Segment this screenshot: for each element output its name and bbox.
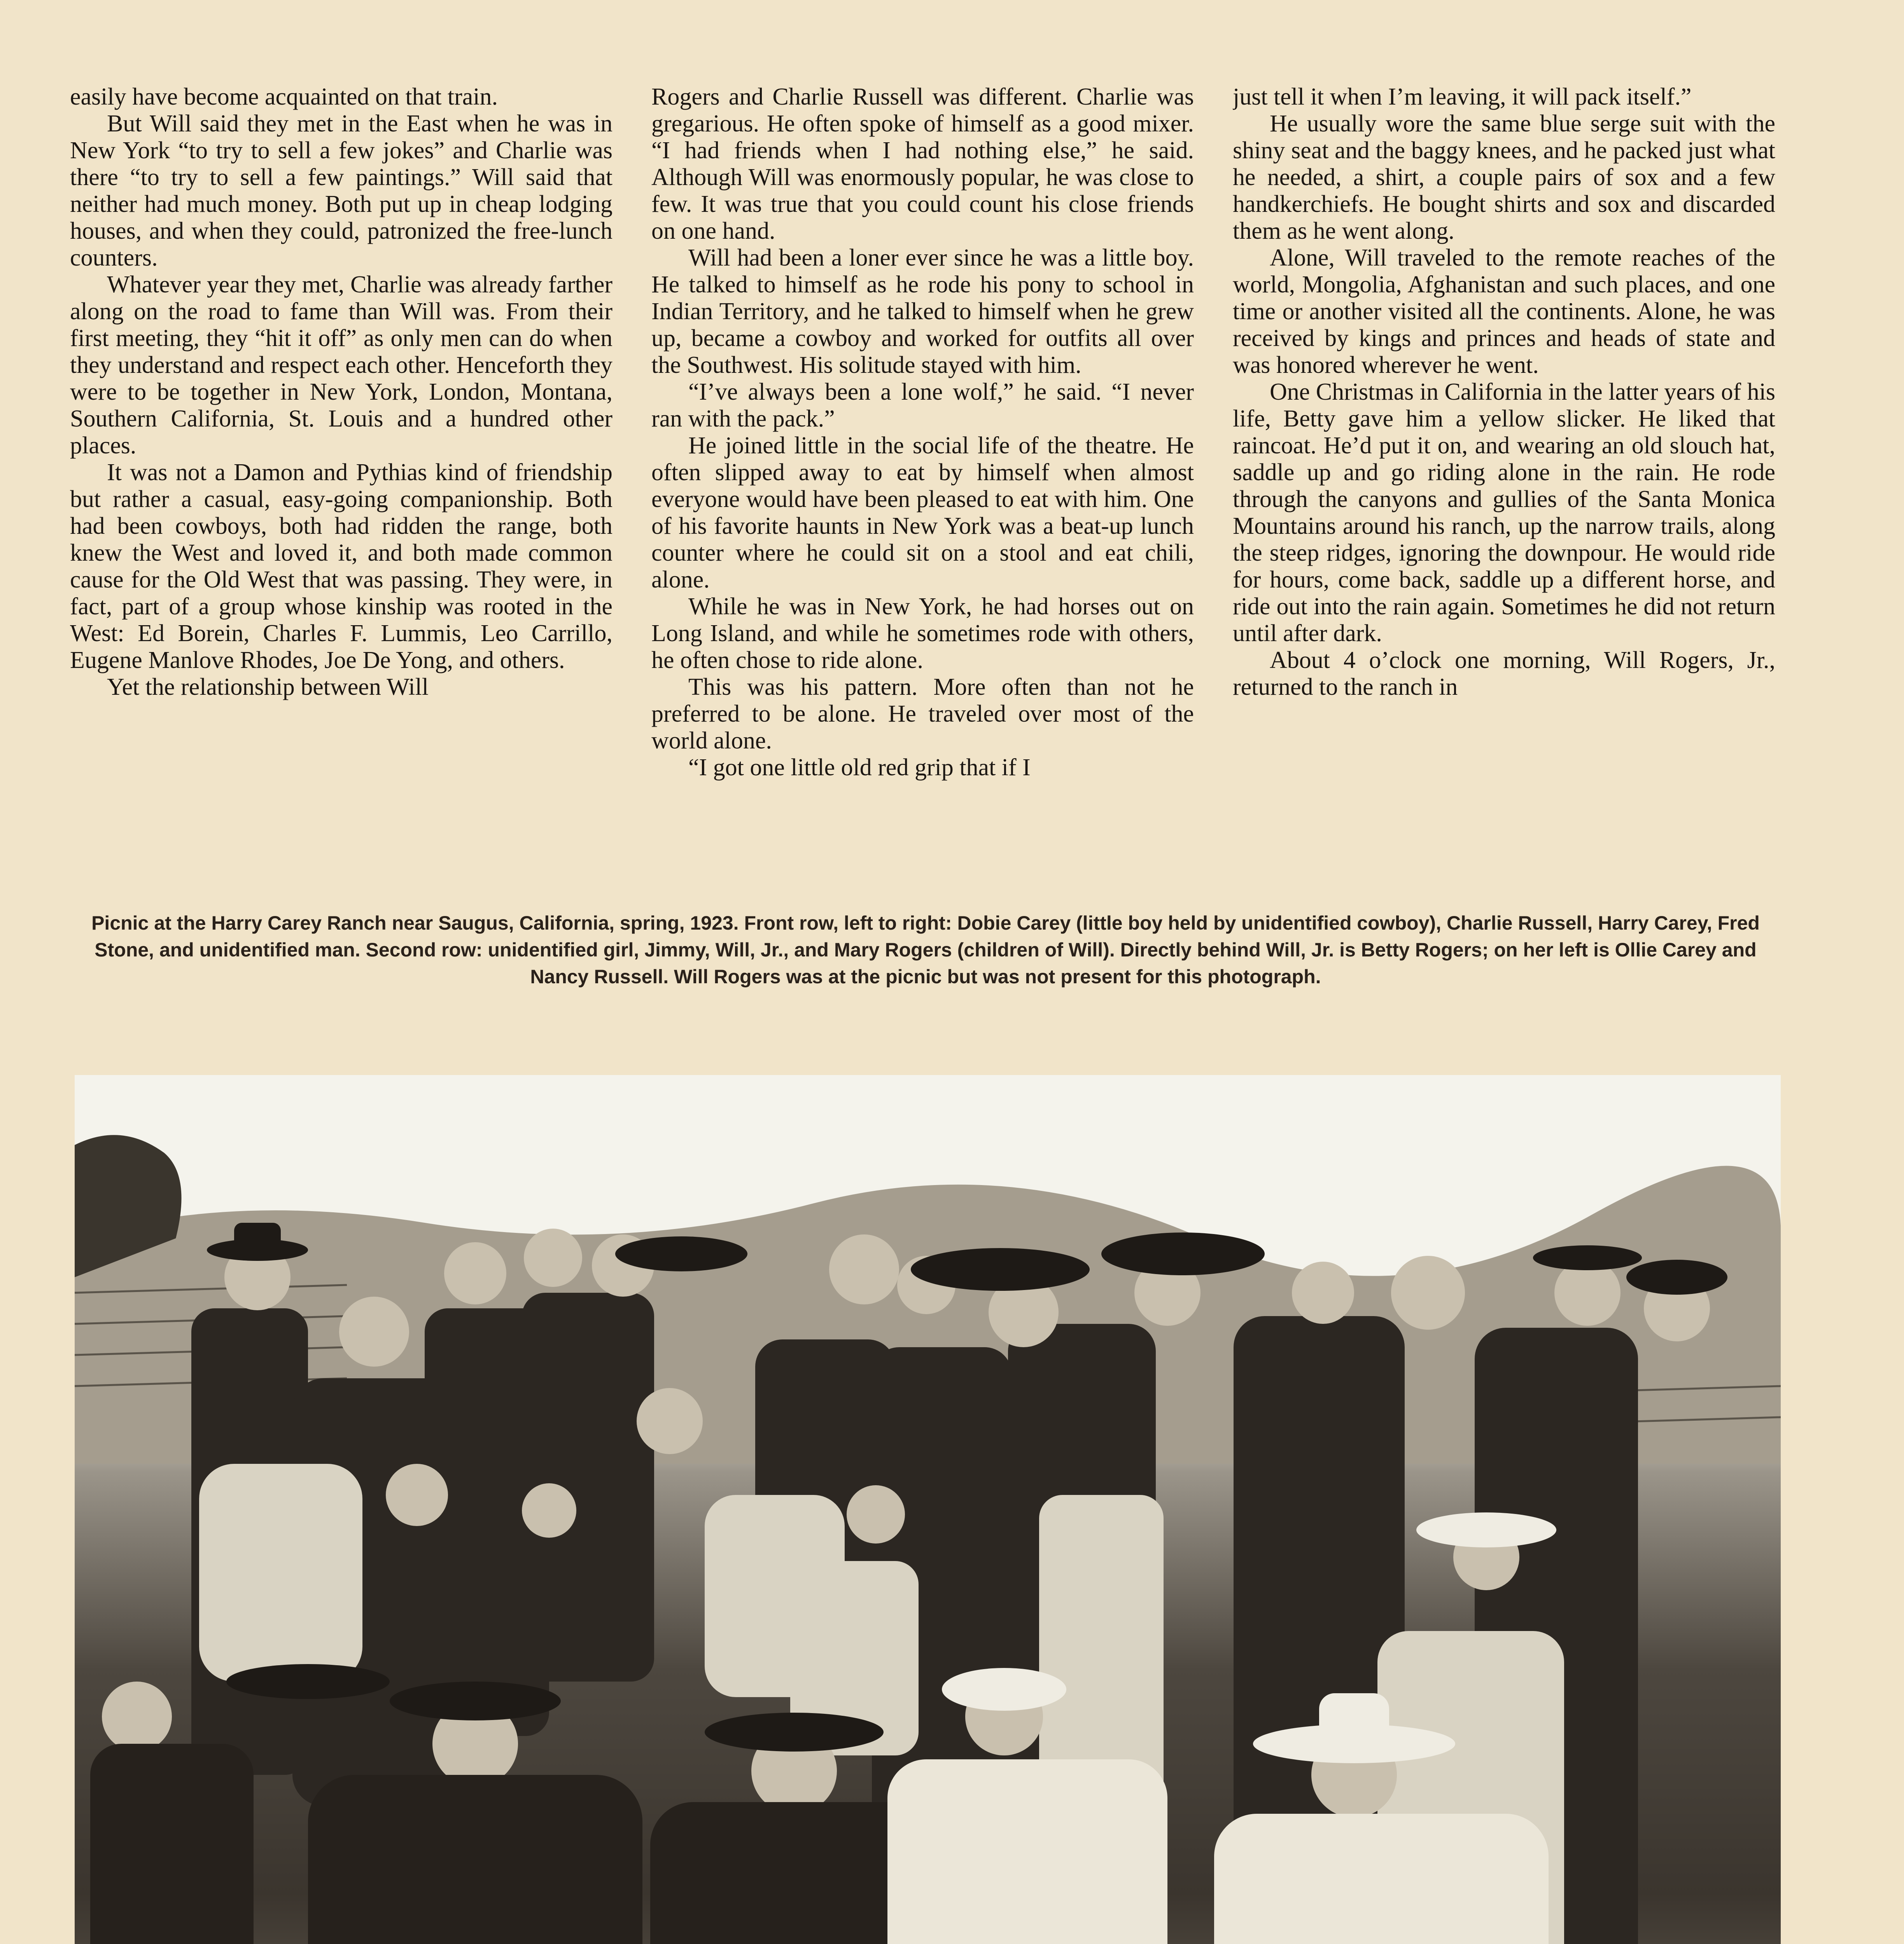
article-paragraph: This was his pattern. More often than not he preferred to be alone. He traveled over most of the world alone. (651, 674, 1194, 754)
article-paragraph: While he was in New York, he had horses out on Long Island, and while he sometimes rode with others, he often chose to ride alone. (651, 593, 1194, 673)
article-paragraph: Rogers and Charlie Russell was different. Charlie was gregarious. He often spoke of himself as a good mixer. “I had friends when I had nothing else,” he said. Although Will was enormously popular, he was close to few. It was true that you could count his close friends on one hand. (651, 84, 1194, 244)
article-paragraph: Yet the relationship between Will (107, 674, 429, 700)
article-paragraph: It was not a Damon and Pythias kind of friendship but rather a casual, easy-going companionship. Both had been cowboys, both had ridden the range, both knew the West and loved it, and both made common cause for the Old West that was passing. They were, in fact, part of a group whose kinship was rooted in the West: Ed Borein, Charles F. Lummis, Leo Carrillo, Eugene Manlove Rhodes, Joe De Yong, and others. (70, 459, 612, 673)
article-paragraph: About 4 o’clock one morning, Will Rogers, Jr., returned to the ranch in (1233, 647, 1775, 700)
photo-caption: Picnic at the Harry Carey Ranch near Saugus, California, spring, 1923. Front row, left to right: Dobie Carey (little boy held by unidentified cowboy), Charlie Russell, Harry Carey, Fred Stone, and unidentified man. Second row: unidentified girl, Jimmy, Will, Jr., and Mary Rogers (children of Will). Directly behind Will, Jr. is Betty Rogers; on her left is Ollie Carey and Nancy Russell. Will Rogers was at the picnic but was not present for this photograph. (91, 912, 1760, 988)
group-photo-illustration (75, 1075, 1781, 1944)
article-paragraph: “I got one little old red grip that if I (688, 754, 1031, 781)
group-photograph (75, 1075, 1781, 1944)
article-paragraph: Whatever year they met, Charlie was already farther along on the road to fame than Will was. From their first meeting, they “hit it off” as only men can do when they understand and respect each other. Henceforth they were to be together in New York, London, Montana, Southern California, St. Louis and a hundred other places. (70, 271, 612, 459)
article-paragraph: Will had been a loner ever since he was a little boy. He talked to himself as he rode his pony to school in Indian Territory, and he talked to himself when he grew up, became a cowboy and worked for outfits all over the Southwest. His solitude stayed with him. (651, 245, 1194, 378)
article-column-2 (651, 84, 1194, 885)
article-paragraph: “I’ve always been a lone wolf,” he said. “I never ran with the pack.” (651, 379, 1194, 432)
article-paragraph: He usually wore the same blue serge suit with the shiny seat and the baggy knees, and he packed just what he needed, a shirt, a couple pairs of sox and a few handkerchiefs. He bought shirts and sox and discarded them as he went along. (1233, 110, 1775, 244)
article-paragraph: Alone, Will traveled to the remote reaches of the world, Mongolia, Afghanistan and such places, and one time or another visited all the continents. Alone, he was received by kings and princes and heads of state and was honored wherever he went. (1233, 245, 1775, 378)
article-paragraph: just tell it when I’m leaving, it will pack itself.” (1233, 84, 1692, 110)
article-column-3 (1233, 84, 1775, 885)
article-paragraph: But Will said they met in the East when he was in New York “to try to sell a few jokes” and Charlie was there “to try to sell a few paintings.” Will said that neither had much money. Both put up in cheap lodging houses, and when they could, patronized the free-lunch counters. (70, 110, 612, 271)
article-paragraph: easily have become acquainted on that train. (70, 84, 498, 110)
article-paragraph: One Christmas in California in the latter years of his life, Betty gave him a yellow slicker. He liked that raincoat. He’d put it on, and wearing an old slouch hat, saddle up and go riding alone in the rain. He rode through the canyons and gullies of the Santa Monica Mountains around his ranch, up the narrow trails, along the steep ridges, ignoring the downpour. He would ride for hours, come back, saddle up a different horse, and ride out into the rain again. Sometimes he did not return until after dark. (1233, 379, 1775, 647)
article-paragraph: He joined little in the social life of the theatre. He often slipped away to eat by himself when almost everyone would have been pleased to eat with him. One of his favorite haunts in New York was a beat-up lunch counter where he could sit on a stool and eat chili, alone. (651, 432, 1194, 593)
article-column-1 (70, 84, 612, 885)
